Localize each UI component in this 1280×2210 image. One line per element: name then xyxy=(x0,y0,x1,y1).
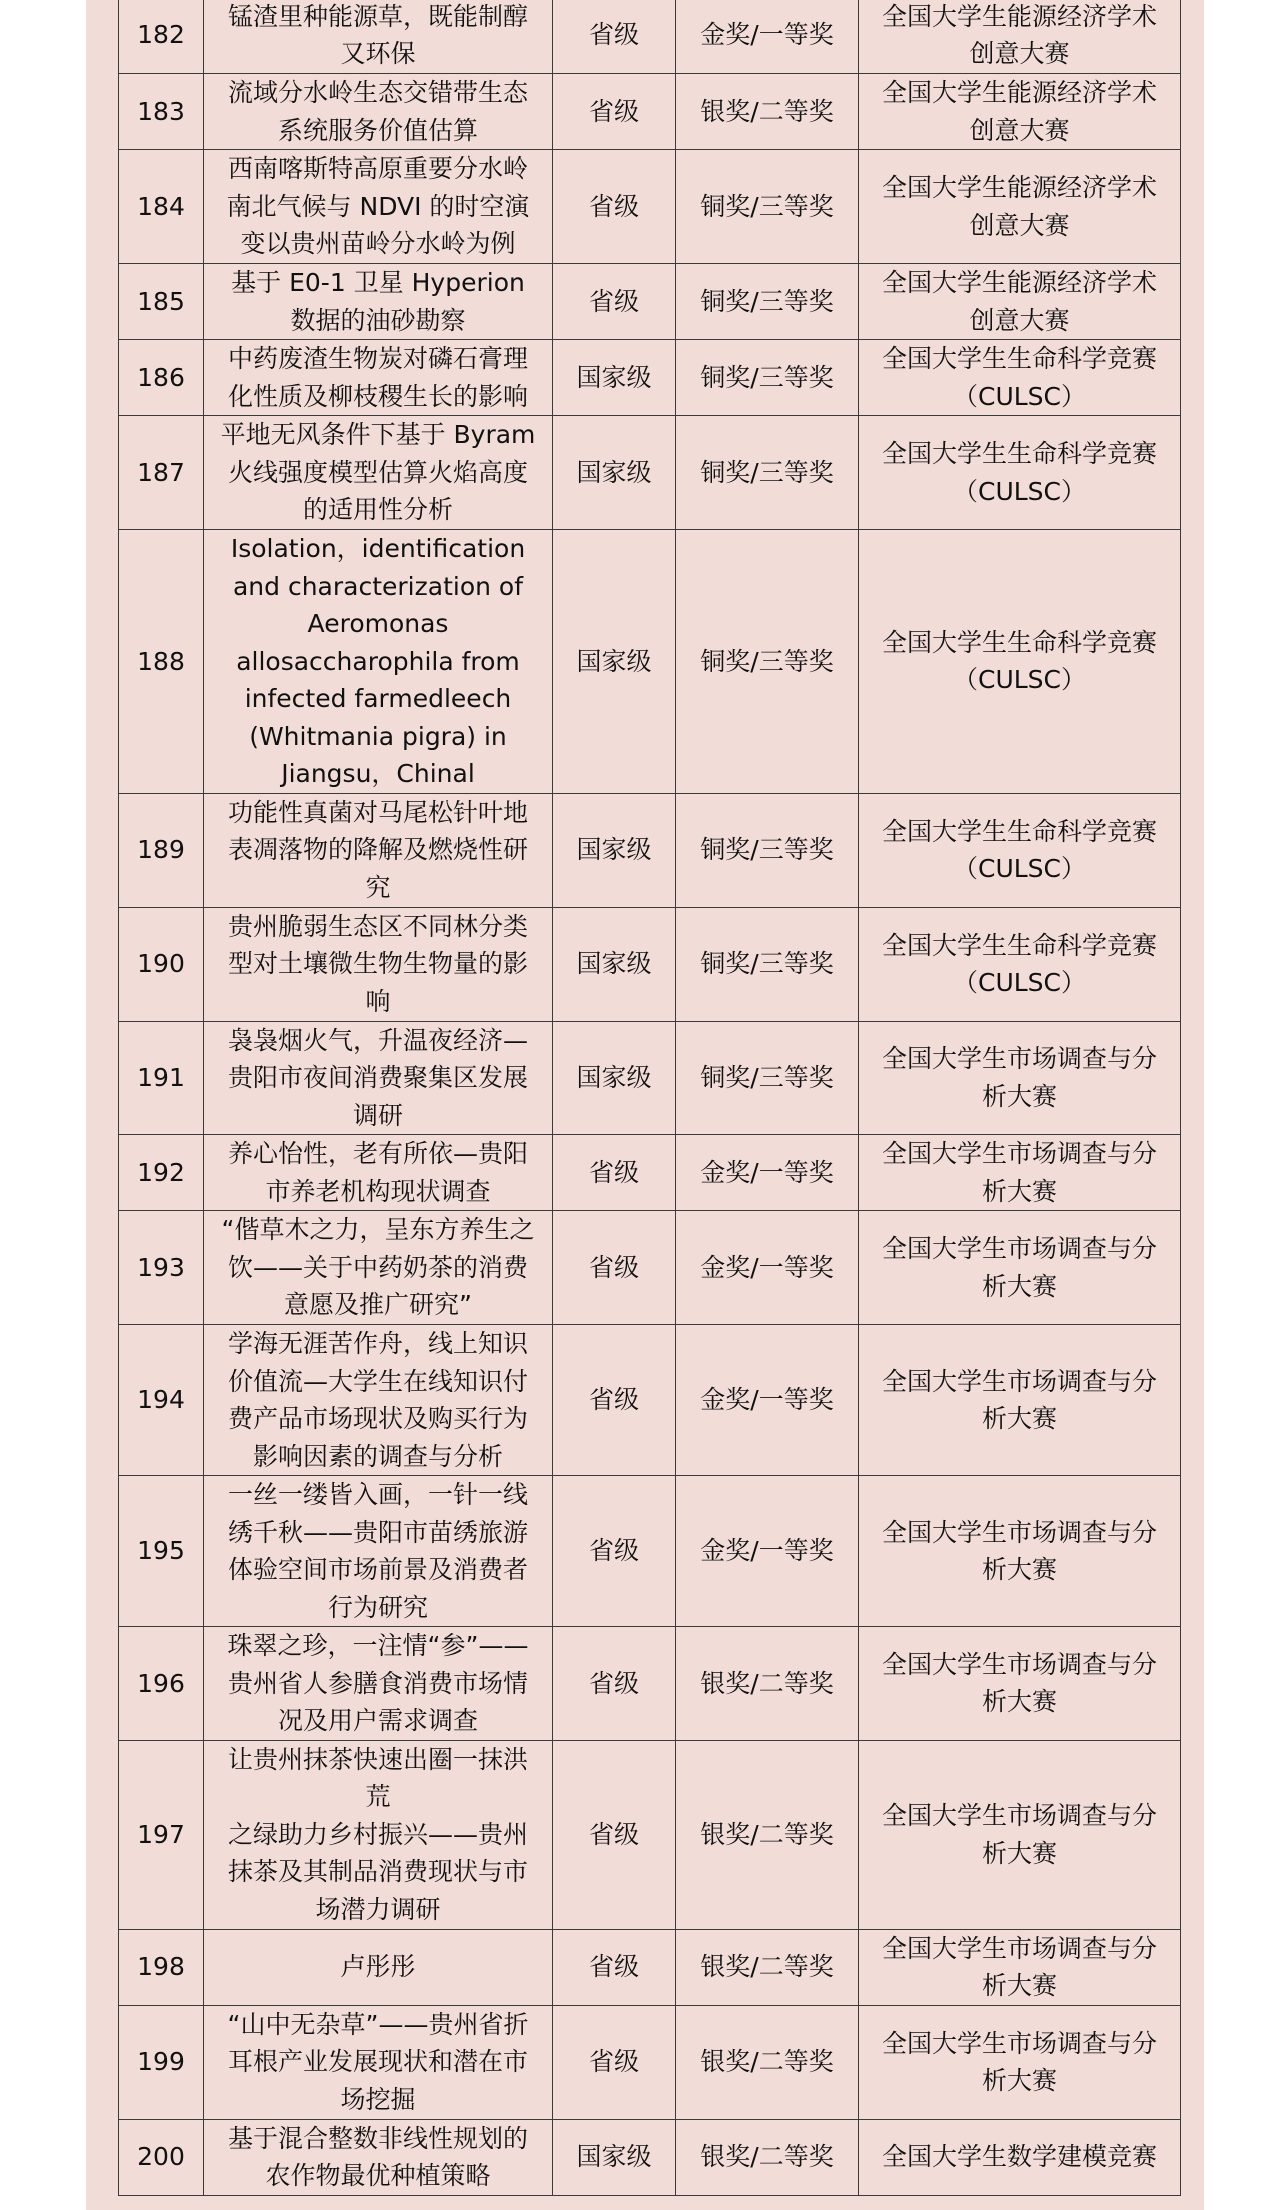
row-number: 192 xyxy=(119,1135,204,1211)
competition-name: 全国大学生数学建模竞赛 xyxy=(859,2119,1181,2195)
competition-name: 全国大学生能源经济学术创意大赛 xyxy=(859,0,1181,74)
table-row xyxy=(119,1929,1181,2005)
row-number: 190 xyxy=(119,907,204,1021)
project-title: 锰渣里种能源草，既能制醇又环保 xyxy=(204,0,553,74)
row-number: 187 xyxy=(119,416,204,530)
table-row xyxy=(119,0,1181,74)
competition-name: 全国大学生市场调查与分析大赛 xyxy=(859,1021,1181,1135)
row-number: 198 xyxy=(119,1929,204,2005)
award-level: 省级 xyxy=(553,150,676,264)
row-number: 200 xyxy=(119,2119,204,2195)
table-row xyxy=(119,1021,1181,1135)
award-grade: 金奖/一等奖 xyxy=(676,1211,859,1325)
table-row xyxy=(119,264,1181,340)
project-title: 一丝一缕皆入画，一针一线绣千秋——贵阳市苗绣旅游体验空间市场前景及消费者行为研究 xyxy=(204,1476,553,1627)
table-row xyxy=(119,2005,1181,2119)
awards-table-body xyxy=(119,0,1181,2195)
competition-name: 全国大学生市场调查与分析大赛 xyxy=(859,1929,1181,2005)
award-level: 省级 xyxy=(553,0,676,74)
project-title: 珠翠之珍，一注情“参”——贵州省人参膳食消费市场情况及用户需求调查 xyxy=(204,1627,553,1741)
table-row xyxy=(119,340,1181,416)
competition-name: 全国大学生能源经济学术创意大赛 xyxy=(859,264,1181,340)
project-title: 袅袅烟火气，升温夜经济—贵阳市夜间消费聚集区发展调研 xyxy=(204,1021,553,1135)
award-grade: 铜奖/三等奖 xyxy=(676,1021,859,1135)
row-number: 191 xyxy=(119,1021,204,1135)
competition-name: 全国大学生能源经济学术创意大赛 xyxy=(859,150,1181,264)
award-level: 省级 xyxy=(553,1627,676,1741)
award-level: 省级 xyxy=(553,1135,676,1211)
competition-name: 全国大学生市场调查与分析大赛 xyxy=(859,1740,1181,1929)
project-title: Isolation，identification and characterization of Aeromonas allosaccharophila from infected farmedleech (Whitmania pigra) in Jiangsu，Chinal xyxy=(204,530,553,794)
row-number: 196 xyxy=(119,1627,204,1741)
competition-name: 全国大学生市场调查与分析大赛 xyxy=(859,2005,1181,2119)
competition-name: 全国大学生能源经济学术创意大赛 xyxy=(859,74,1181,150)
table-row xyxy=(119,1135,1181,1211)
award-level: 省级 xyxy=(553,1211,676,1325)
competition-name: 全国大学生生命科学竞赛（CULSC） xyxy=(859,416,1181,530)
project-title: 功能性真菌对马尾松针叶地表凋落物的降解及燃烧性研究 xyxy=(204,793,553,907)
row-number: 193 xyxy=(119,1211,204,1325)
project-title: 卢彤彤 xyxy=(204,1929,553,2005)
competition-name: 全国大学生市场调查与分析大赛 xyxy=(859,1476,1181,1627)
table-row xyxy=(119,416,1181,530)
award-level: 国家级 xyxy=(553,416,676,530)
award-grade: 铜奖/三等奖 xyxy=(676,150,859,264)
table-row xyxy=(119,150,1181,264)
table-row xyxy=(119,1740,1181,1929)
competition-name: 全国大学生市场调查与分析大赛 xyxy=(859,1325,1181,1476)
competition-name: 全国大学生市场调查与分析大赛 xyxy=(859,1211,1181,1325)
row-number: 182 xyxy=(119,0,204,74)
project-title: 基于 E0-1 卫星 Hyperion 数据的油砂勘察 xyxy=(204,264,553,340)
award-grade: 铜奖/三等奖 xyxy=(676,530,859,794)
award-grade: 银奖/二等奖 xyxy=(676,2005,859,2119)
row-number: 189 xyxy=(119,793,204,907)
competition-name: 全国大学生生命科学竞赛（CULSC） xyxy=(859,793,1181,907)
award-level: 国家级 xyxy=(553,340,676,416)
row-number: 199 xyxy=(119,2005,204,2119)
competition-name: 全国大学生生命科学竞赛（CULSC） xyxy=(859,530,1181,794)
row-number: 185 xyxy=(119,264,204,340)
row-number: 186 xyxy=(119,340,204,416)
table-row xyxy=(119,793,1181,907)
award-level: 省级 xyxy=(553,1325,676,1476)
award-level: 国家级 xyxy=(553,2119,676,2195)
table-row xyxy=(119,1476,1181,1627)
awards-table xyxy=(118,0,1181,2196)
award-level: 省级 xyxy=(553,1476,676,1627)
award-level: 省级 xyxy=(553,2005,676,2119)
project-title: 贵州脆弱生态区不同林分类型对土壤微生物生物量的影响 xyxy=(204,907,553,1021)
table-row xyxy=(119,2119,1181,2195)
project-title: “偕草木之力，呈东方养生之饮——关于中药奶茶的消费意愿及推广研究” xyxy=(204,1211,553,1325)
competition-name: 全国大学生市场调查与分析大赛 xyxy=(859,1135,1181,1211)
award-grade: 金奖/一等奖 xyxy=(676,1135,859,1211)
award-level: 国家级 xyxy=(553,530,676,794)
competition-name: 全国大学生生命科学竞赛（CULSC） xyxy=(859,340,1181,416)
project-title: “山中无杂草”——贵州省折耳根产业发展现状和潜在市场挖掘 xyxy=(204,2005,553,2119)
award-level: 省级 xyxy=(553,74,676,150)
project-title: 学海无涯苦作舟，线上知识价值流—大学生在线知识付费产品市场现状及购买行为影响因素的调查与分析 xyxy=(204,1325,553,1476)
award-grade: 铜奖/三等奖 xyxy=(676,907,859,1021)
project-title: 流域分水岭生态交错带生态系统服务价值估算 xyxy=(204,74,553,150)
row-number: 194 xyxy=(119,1325,204,1476)
award-level: 国家级 xyxy=(553,1021,676,1135)
award-grade: 金奖/一等奖 xyxy=(676,1325,859,1476)
award-level: 省级 xyxy=(553,1740,676,1929)
award-grade: 银奖/二等奖 xyxy=(676,2119,859,2195)
award-grade: 铜奖/三等奖 xyxy=(676,340,859,416)
award-grade: 金奖/一等奖 xyxy=(676,1476,859,1627)
project-title: 平地无风条件下基于 Byram 火线强度模型估算火焰高度的适用性分析 xyxy=(204,416,553,530)
award-grade: 银奖/二等奖 xyxy=(676,1929,859,2005)
award-grade: 银奖/二等奖 xyxy=(676,1740,859,1929)
competition-name: 全国大学生市场调查与分析大赛 xyxy=(859,1627,1181,1741)
award-grade: 铜奖/三等奖 xyxy=(676,416,859,530)
row-number: 195 xyxy=(119,1476,204,1627)
award-level: 国家级 xyxy=(553,793,676,907)
table-row xyxy=(119,530,1181,794)
award-grade: 金奖/一等奖 xyxy=(676,0,859,74)
project-title: 基于混合整数非线性规划的农作物最优种植策略 xyxy=(204,2119,553,2195)
award-grade: 铜奖/三等奖 xyxy=(676,264,859,340)
award-level: 省级 xyxy=(553,1929,676,2005)
project-title: 养心怡性，老有所依—贵阳市养老机构现状调查 xyxy=(204,1135,553,1211)
table-row xyxy=(119,74,1181,150)
award-grade: 铜奖/三等奖 xyxy=(676,793,859,907)
row-number: 184 xyxy=(119,150,204,264)
row-number: 197 xyxy=(119,1740,204,1929)
table-row xyxy=(119,907,1181,1021)
competition-name: 全国大学生生命科学竞赛（CULSC） xyxy=(859,907,1181,1021)
award-level: 国家级 xyxy=(553,907,676,1021)
award-grade: 银奖/二等奖 xyxy=(676,74,859,150)
project-title: 中药废渣生物炭对磷石膏理化性质及柳枝稷生长的影响 xyxy=(204,340,553,416)
row-number: 188 xyxy=(119,530,204,794)
award-level: 省级 xyxy=(553,264,676,340)
project-title: 让贵州抹茶快速出圈一抹洪荒 之绿助力乡村振兴——贵州抹茶及其制品消费现状与市场潜力调研 xyxy=(204,1740,553,1929)
table-row xyxy=(119,1325,1181,1476)
row-number: 183 xyxy=(119,74,204,150)
table-row xyxy=(119,1627,1181,1741)
award-grade: 银奖/二等奖 xyxy=(676,1627,859,1741)
project-title: 西南喀斯特高原重要分水岭南北气候与 NDVI 的时空演变以贵州苗岭分水岭为例 xyxy=(204,150,553,264)
table-row xyxy=(119,1211,1181,1325)
